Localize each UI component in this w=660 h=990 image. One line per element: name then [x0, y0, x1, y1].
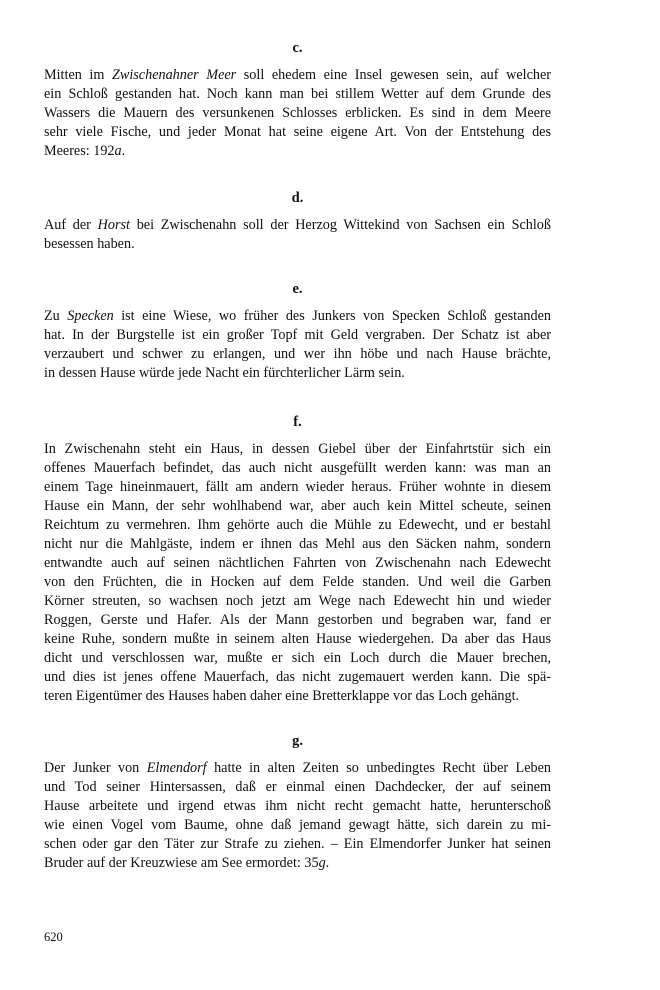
section-heading-e: e. — [292, 281, 303, 297]
text-run: ist eine Wiese, wo früher des Junkers von Specken Schloß gestanden — [113, 308, 551, 324]
text-line — [44, 440, 551, 459]
text-run: schen oder gar den Täter zur Strafe zu ziehen. – Ein Elmendorfer Junker hat seinen — [44, 836, 551, 852]
text-line — [44, 573, 551, 592]
text-run: und Tod seiner Hintersassen, daß er einmal einen Dachdecker, der auf seinem — [44, 779, 551, 795]
text-run: wie einen Vogel vom Baume, ohne daß jemand gewagt hätte, sich darein zu mi- — [44, 817, 551, 833]
text-line — [44, 778, 551, 797]
italic-run: Zwischenahner Meer — [111, 67, 237, 83]
text-line — [44, 307, 551, 326]
page-number: 620 — [44, 930, 63, 944]
text-run: Zu — [44, 308, 68, 324]
text-run: keine Ruhe, sondern mußte in seinem alten Hause wiedergehen. Da aber das Haus — [44, 631, 551, 647]
text-line — [44, 142, 551, 161]
text-run: Auf der — [44, 217, 98, 233]
text-line — [44, 364, 551, 383]
text-line — [44, 516, 551, 535]
text-line — [44, 649, 551, 668]
text-run: Der Junker von — [44, 760, 147, 776]
text-line — [44, 611, 551, 630]
italic-run: g — [318, 855, 326, 871]
text-line — [44, 345, 551, 364]
text-run: von den Früchten, die in Hocken auf dem Felde standen. Und weil die Garben — [44, 574, 551, 590]
text-run: . — [325, 855, 330, 871]
text-run: sehr viele Fische, und jeder Monat hat seine eigene Art. Von der Entstehung des — [44, 124, 551, 140]
text-line — [44, 104, 551, 123]
text-line — [44, 554, 551, 573]
text-line — [44, 478, 551, 497]
section-heading-d: d. — [291, 190, 304, 206]
text-line — [44, 85, 551, 104]
italic-run: Elmendorf — [146, 760, 207, 776]
text-run: Körner streuten, so wachsen noch jetzt am Wege nach Edewecht hin und wieder — [44, 593, 551, 609]
text-run: . — [121, 143, 126, 159]
text-run: Reichtum zu vermehren. Ihm gehörte auch die Mühle zu Edewecht, und er bestahl — [44, 517, 551, 533]
text-line — [44, 459, 551, 478]
text-line — [44, 235, 551, 254]
text-run: verzaubert und schwer zu erlangen, und wer ihn höbe und nach Hause brächte, — [44, 346, 551, 362]
section-text-f — [44, 440, 551, 706]
text-line — [44, 123, 551, 142]
section-text-d — [44, 216, 551, 254]
section-heading-g: g. — [292, 733, 303, 749]
text-run: hat. In der Burgstelle ist ein großer Topf mit Geld vergraben. Der Schatz ist aber — [44, 327, 551, 343]
text-run: und dies ist jenes offene Mauerfach, das nicht zugemauert werden kann. Die spä- — [44, 669, 551, 685]
text-line — [44, 854, 551, 873]
text-line — [44, 592, 551, 611]
section-heading-c: c. — [292, 40, 303, 56]
text-run: entwandte auch auf seinen nächtlichen Fahrten von Zwischenahn nach Edewecht — [44, 555, 551, 571]
text-run: Bruder auf der Kreuzwiese am See ermordet: 35 — [44, 855, 319, 871]
text-run: offenes Mauerfach befindet, das auch nicht ausgefüllt werden kann: was man an — [44, 460, 551, 476]
text-run: hatte in alten Zeiten so unbedingtes Recht über Leben — [206, 760, 551, 776]
text-run: soll ehedem eine Insel gewesen sein, auf welcher — [236, 67, 551, 83]
text-line — [44, 66, 551, 85]
text-run: ein Schloß gestanden hat. Noch kann man bei stillem Wetter auf dem Grunde des — [44, 86, 551, 102]
text-run: besessen haben. — [44, 236, 135, 252]
text-run: Roggen, Gerste und Hafer. Als der Mann gestorben und begraben war, fand er — [44, 612, 551, 628]
italic-run: a — [114, 143, 122, 159]
section-heading-f: f. — [293, 414, 302, 430]
text-run: In Zwischenahn steht ein Haus, in dessen Giebel über der Einfahrtstür sich ein — [44, 441, 551, 457]
text-line — [44, 835, 551, 854]
text-line — [44, 759, 551, 778]
text-line — [44, 630, 551, 649]
text-run: dicht und verschlossen war, mußte er sich ein Loch durch die Mauer brechen, — [44, 650, 551, 666]
italic-run: Horst — [97, 217, 130, 233]
text-run: teren Eigentümer des Hauses haben daher eine Bretterklappe vor das Loch gehängt. — [44, 688, 520, 704]
text-line — [44, 497, 551, 516]
page-body — [44, 38, 551, 873]
text-run: Hause ein Mann, der sehr wohlhabend war, aber auch kein Mittel scheute, seinen — [44, 498, 551, 514]
text-run: Wassers die Mauern des versunkenen Schlosses erblicken. Es sind in dem Meere — [44, 105, 551, 121]
text-line — [44, 216, 551, 235]
section-text-c — [44, 66, 551, 161]
text-run: Hause arbeitete und irgend etwas ihm nicht recht gemacht hatte, herunterschoß — [44, 798, 551, 814]
text-run: einem Tage hineinmauert, fällt am andern wieder heraus. Früher wohnte in diesem — [44, 479, 551, 495]
text-line — [44, 816, 551, 835]
text-line — [44, 687, 551, 706]
section-text-e — [44, 307, 551, 383]
text-run: bei Zwischenahn soll der Herzog Wittekind von Sachsen ein Schloß — [129, 217, 551, 233]
section-text-g — [44, 759, 551, 873]
italic-run: Specken — [67, 308, 114, 324]
text-run: Meeres: 192 — [44, 143, 115, 159]
text-line — [44, 535, 551, 554]
text-line — [44, 668, 551, 687]
text-line — [44, 326, 551, 345]
text-run: nicht nur die Mahlgäste, indem er ihnen das Mehl aus den Säcken nahm, sondern — [44, 536, 551, 552]
text-line — [44, 797, 551, 816]
text-run: Mitten im — [44, 67, 112, 83]
text-run: in dessen Hause würde jede Nacht ein fürchterlicher Lärm sein. — [44, 365, 405, 381]
